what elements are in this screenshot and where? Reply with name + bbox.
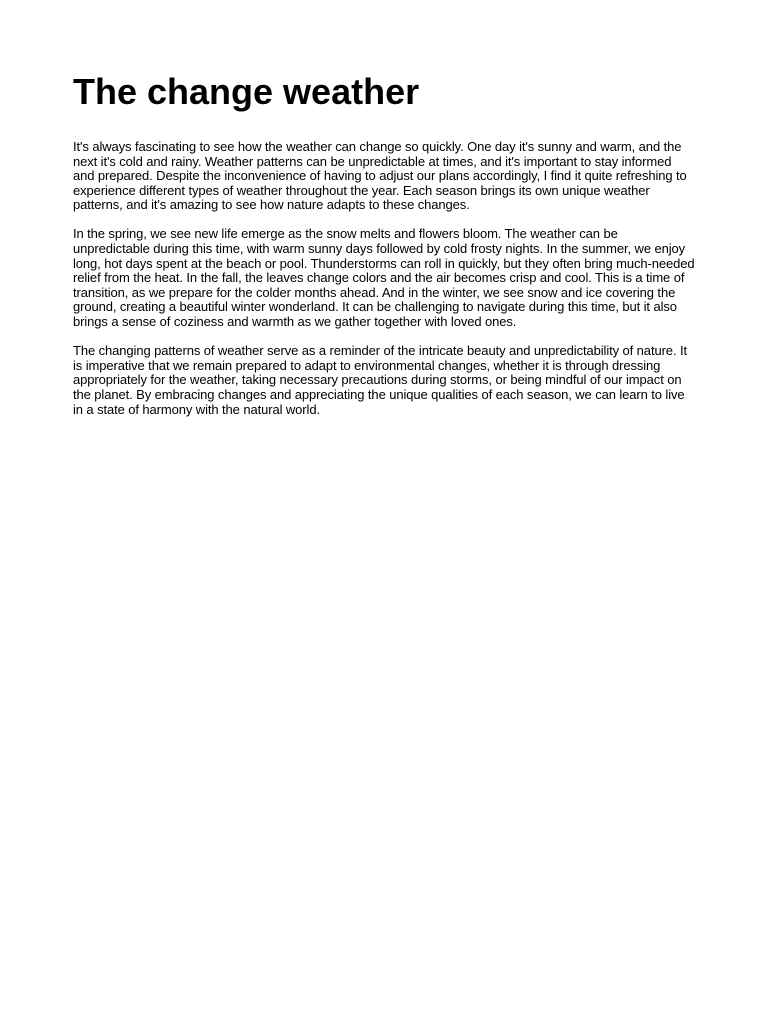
paragraph-intro: It's always fascinating to see how the weather can change so quickly. One day it's sunny and warm, and the next it's cold and rainy. Weather patterns can be unpredictable at times, and it's important to stay informed and prepared. Despite the inconvenience of having to adjust our plans accordingly, I find it quite refreshing to experience different types of weather throughout the year. Each season brings its own unique weather patterns, and it's amazing to see how nature adapts to these changes. <box>73 139 687 213</box>
paragraph-seasons: In the spring, we see new life emerge as the snow melts and flowers bloom. The weather can be unpredictable during this time, with warm sunny days followed by cold frosty nights. In the summer, we enjoy long, hot days spent at the beach or pool. Thunderstorms can roll in quickly, but they often bring much-needed relief from the heat. In the fall, the leaves change colors and the air becomes crisp and cool. This is a time of transition, as we prepare for the colder months ahead. And in the winter, we see snow and ice covering the ground, creating a beautiful winter wonderland. It can be challenging to navigate during this time, but it also brings a sense of coziness and warmth as we gather together with loved ones. <box>73 226 695 330</box>
document-title: The change weather <box>73 71 420 112</box>
paragraph-conclusion: The changing patterns of weather serve as a reminder of the intricate beauty and unpredictability of nature. It is imperative that we remain prepared to adapt to environmental changes, whether it is through dressing appropriately for the weather, taking necessary precautions during storms, or being mindful of our impact on the planet. By embracing changes and appreciating the unique qualities of each season, we can learn to live in a state of harmony with the natural world. <box>73 343 687 417</box>
document-page <box>73 70 695 432</box>
